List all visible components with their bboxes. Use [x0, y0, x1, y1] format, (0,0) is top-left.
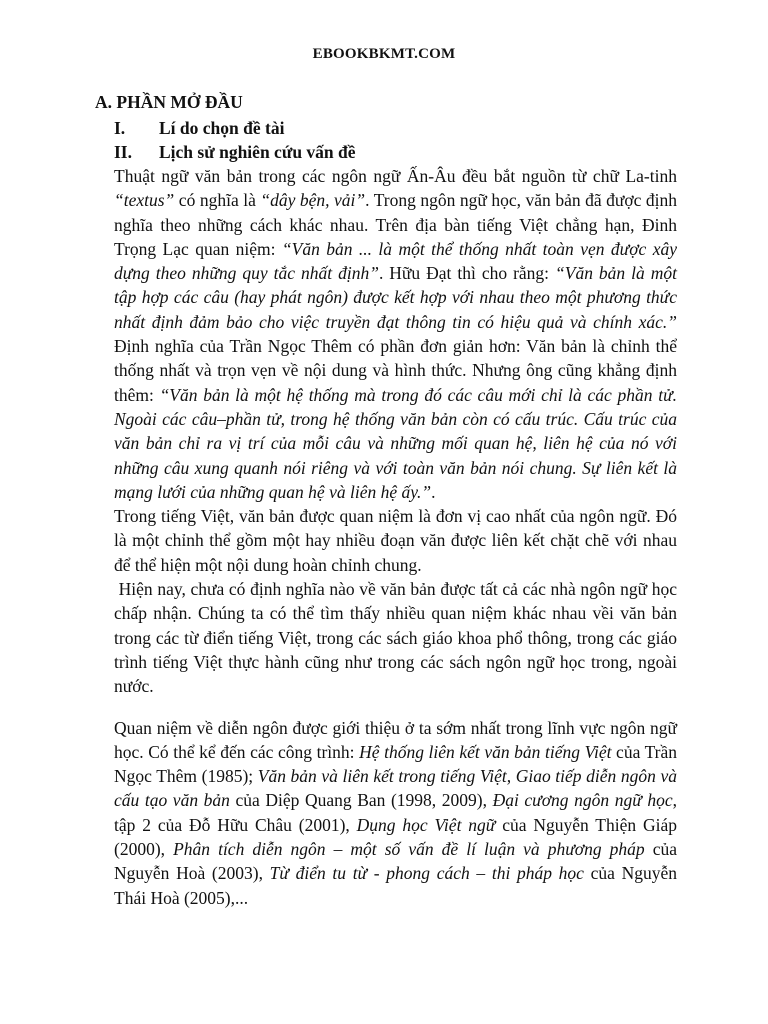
paragraph-definitions [114, 164, 677, 504]
italic-run: Từ điển tu từ - phong cách – thi pháp học [269, 863, 584, 884]
paragraph-no-definition: Hiện nay, chưa có định nghĩa nào về văn bản được tất cả các nhà ngôn ngữ học chấp nhận. Chúng ta có thể tìm thấy nhiều quan niệm khác nhau vềi văn bản trong các từ điển tiếng Việt, trong các sách giáo khoa phổ thông, trong các giáo trình tiếng Việt thực hành cũng như trong các sách ngôn ngữ học trong, ngoài nước. [114, 579, 682, 697]
paragraph-discourse [114, 716, 677, 910]
italic-run: “textus” [114, 190, 175, 211]
subheading-label: Lí do chọn đề tài [159, 118, 285, 138]
subheading-2 [114, 142, 356, 163]
paragraph-vietnamese-text: Trong tiếng Việt, văn bản được quan niệm là đơn vị cao nhất của ngôn ngữ. Đó là một chỉnh thể gồm một hay nhiều đoạn văn được liên kết chặt chẽ với nhau để thể hiện một nội dung hoàn chỉnh chung. [114, 506, 677, 575]
italic-run: “Văn bản ... là một thể thống nhất toàn vẹn được xây dựng theo những quy tắc nhất định” [114, 238, 677, 284]
text-run: Thuật ngữ văn bản trong các ngôn ngữ Ấn-Âu đều bắt nguồn từ chữ La-tinh [114, 166, 677, 186]
italic-run: “Văn bản là một hệ thống mà trong đó các câu mới chỉ là các phần tử. Ngoài các câu–phần tử, trong hệ thống văn bản còn có cấu trúc. Cấu trúc của văn bản chỉ ra vị trí của mỗi câu và những mối quan hệ, liên hệ của nó với những câu xung quanh nói riêng và với toàn văn bản nói chung. Sự liên kết là mạng lưới của những quan hệ và liên hệ ấy.” [114, 384, 677, 502]
italic-run: Dụng học Việt ngữ [356, 814, 496, 835]
text-run: . Trong ngôn ngữ học, văn bản đã được định nghĩa theo những cách khác nhau. Trên địa bàn tiếng Việt chẳng hạn, Đinh Trọng Lạc quan niệm: [114, 190, 677, 259]
text-run: của Diệp Quang Ban (1998, 2009), [229, 790, 493, 811]
text-run: Quan niệm về diễn ngôn được giới thiệu ở ta sớm nhất trong lĩnh vực ngôn ngữ học. Có thể kể đến các công trình: [114, 717, 677, 762]
text-run: . [431, 481, 436, 502]
text-run: Định nghĩa của Trần Ngọc Thêm có phần đơn giản hơn: Văn bản là chỉnh thể thống nhất và trọn vẹn về nội dung và hình thức. Nhưng ông cũng khẳng định thêm: [114, 336, 677, 405]
text-run: , tập 2 của Đỗ Hữu Châu (2001), [114, 790, 677, 835]
italic-run: Đại cương ngôn ngữ học [492, 790, 673, 811]
italic-run: Phân tích diễn ngôn – một số vấn đề lí luận và phương pháp [173, 839, 645, 860]
text-run: có nghĩa là [174, 190, 261, 211]
text-run: của Nguyễn Thái Hoà (2005),... [114, 863, 677, 908]
text-run: . Hữu Đạt thì cho rằng: [378, 263, 556, 284]
text-run: của Nguyễn Hoà (2003), [114, 839, 677, 884]
text-run: của Trần Ngọc Thêm (1985); [114, 741, 678, 787]
italic-run: “dây bện, vải” [260, 190, 366, 211]
subheading-label: Lịch sử nghiên cứu vấn đề [159, 142, 356, 162]
site-header: EBOOKBKMT.COM [312, 46, 456, 62]
subheading-1 [114, 118, 284, 139]
italic-run: Hệ thống liên kết văn bản tiếng Việt [359, 741, 612, 762]
italic-run: Văn bản và liên kết trong tiếng Việt, Giao tiếp diễn ngôn và cấu tạo văn bản [114, 766, 677, 811]
section-heading: A. PHẦN MỞ ĐẦU [95, 92, 243, 112]
subheading-number: I. [114, 118, 126, 138]
body-text [114, 164, 682, 910]
text-run: của Nguyễn Thiện Giáp (2000), [114, 814, 677, 860]
italic-run: “Văn bản là một tập hợp các câu (hay phát ngôn) được kết hợp với nhau theo một phương thức nhất định đảm bảo cho việc truyền đạt thông tin có hiệu quả và chính xác.” [114, 263, 677, 332]
subheading-number: II. [114, 142, 132, 162]
